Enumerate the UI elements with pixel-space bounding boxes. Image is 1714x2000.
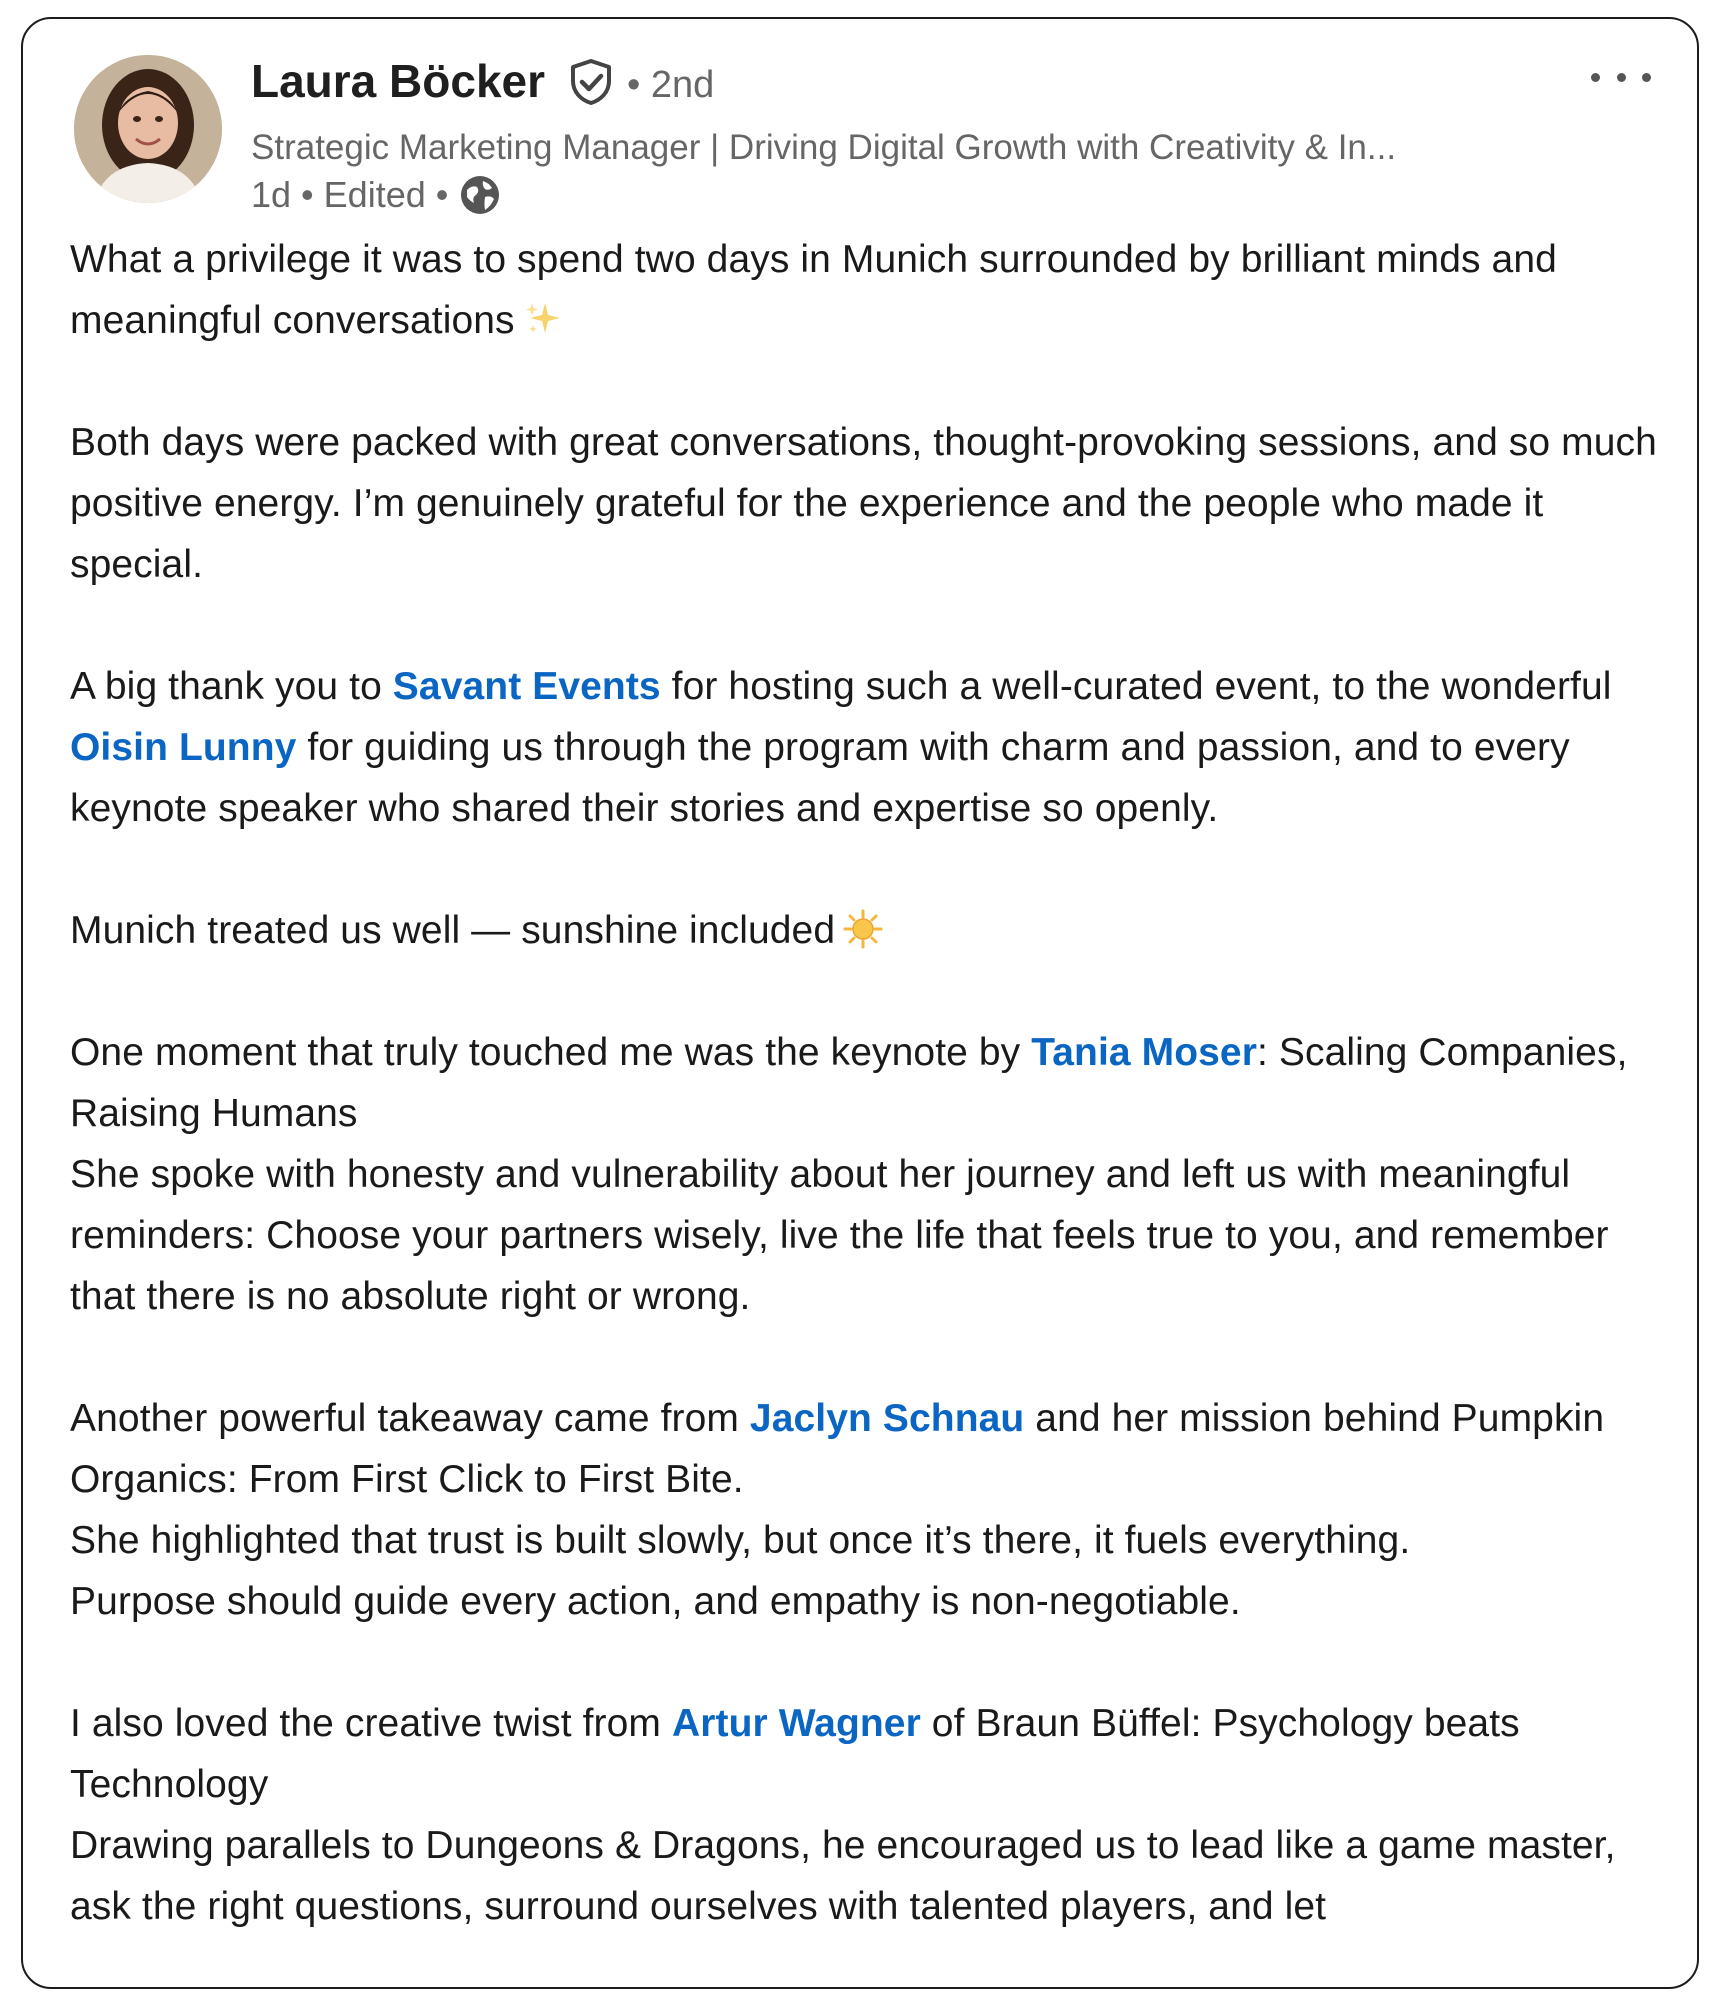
paragraph-text: Another powerful takeaway came from <box>70 1397 750 1440</box>
paragraph-6 <box>70 1388 1678 1632</box>
avatar[interactable] <box>74 55 222 203</box>
mention-tania-moser[interactable]: Tania Moser <box>1031 1031 1257 1074</box>
paragraph-text: and her mission behind Pumpkin Organics: From First Click to First Bite. <box>70 1397 1605 1501</box>
paragraph-text: of Braun Büffel: Psychology beats Technology <box>70 1702 1520 1806</box>
meta-separator: • <box>291 174 324 215</box>
paragraph-line <box>70 1388 1678 1510</box>
mention-savant-events[interactable]: Savant Events <box>392 665 661 708</box>
edited-label: Edited <box>323 174 426 215</box>
paragraph-text: Munich treated us well — sunshine included <box>70 909 836 952</box>
paragraph-line: Purpose should guide every action, and empathy is non-negotiable. <box>70 1580 1241 1623</box>
paragraph-text: for guiding us through the program with charm and passion, and to every keynote speaker who shared their stories and expertise so openly. <box>70 726 1570 830</box>
more-horizontal-icon <box>1591 73 1600 82</box>
mention-artur-wagner[interactable]: Artur Wagner <box>671 1702 921 1745</box>
shield-check-icon <box>567 57 615 107</box>
paragraph-text: One moment that truly touched me was the keynote by <box>70 1031 1032 1074</box>
mention-jaclyn-schnau[interactable]: Jaclyn Schnau <box>749 1397 1025 1440</box>
paragraph-text: : Scaling Companies, Raising Humans <box>70 1031 1628 1135</box>
avatar-photo <box>74 55 222 203</box>
paragraph-2: Both days were packed with great conversations, thought-provoking sessions, and so much positive energy. I’m genuinely grateful for the experience and the people who made it special. <box>70 421 1657 586</box>
paragraph-text: I also loved the creative twist from <box>70 1702 672 1745</box>
mention-oisin-lunny[interactable]: Oisin Lunny <box>70 726 297 769</box>
sun-icon <box>843 909 883 949</box>
paragraph-text: What a privilege it was to spend two days in Munich surrounded by brilliant minds and meaningful conversations <box>70 238 1557 342</box>
paragraph-line: She spoke with honesty and vulnerability about her journey and left us with meaningful reminders: Choose your partners wisely, live the life that feels true to you, and remember that there is no absolute right or wrong. <box>70 1153 1609 1318</box>
paragraph-line <box>70 1022 1678 1144</box>
post-body <box>70 229 1678 1989</box>
author-headline[interactable]: Strategic Marketing Manager | Driving Digital Growth with Creativity & In... <box>251 128 1397 167</box>
paragraph-line: She highlighted that trust is built slowly, but once it’s there, it fuels everything. <box>70 1519 1411 1562</box>
paragraph-3 <box>70 656 1678 839</box>
paragraph-text: A big thank you to <box>70 665 393 708</box>
paragraph-line <box>70 1693 1678 1815</box>
paragraph-4 <box>70 900 1678 961</box>
post-age: 1d <box>251 174 292 215</box>
paragraph-text: for hosting such a well-curated event, to the wonderful <box>660 665 1612 708</box>
post-meta <box>251 171 502 219</box>
paragraph-7 <box>70 1693 1678 1937</box>
connection-degree: • 2nd <box>627 64 715 106</box>
globe-icon <box>458 173 502 217</box>
author-name[interactable]: Laura Böcker <box>251 55 546 107</box>
meta-separator: • <box>425 174 449 215</box>
post-card <box>21 17 1699 1989</box>
paragraph-line: Drawing parallels to Dungeons & Dragons, he encouraged us to lead like a game master, ask the right questions, surround ourselves with talented players, and let <box>70 1824 1616 1928</box>
paragraph-5 <box>70 1022 1678 1327</box>
more-options-button[interactable] <box>1591 59 1651 95</box>
paragraph-1 <box>70 229 1678 351</box>
sparkles-icon <box>523 299 563 339</box>
